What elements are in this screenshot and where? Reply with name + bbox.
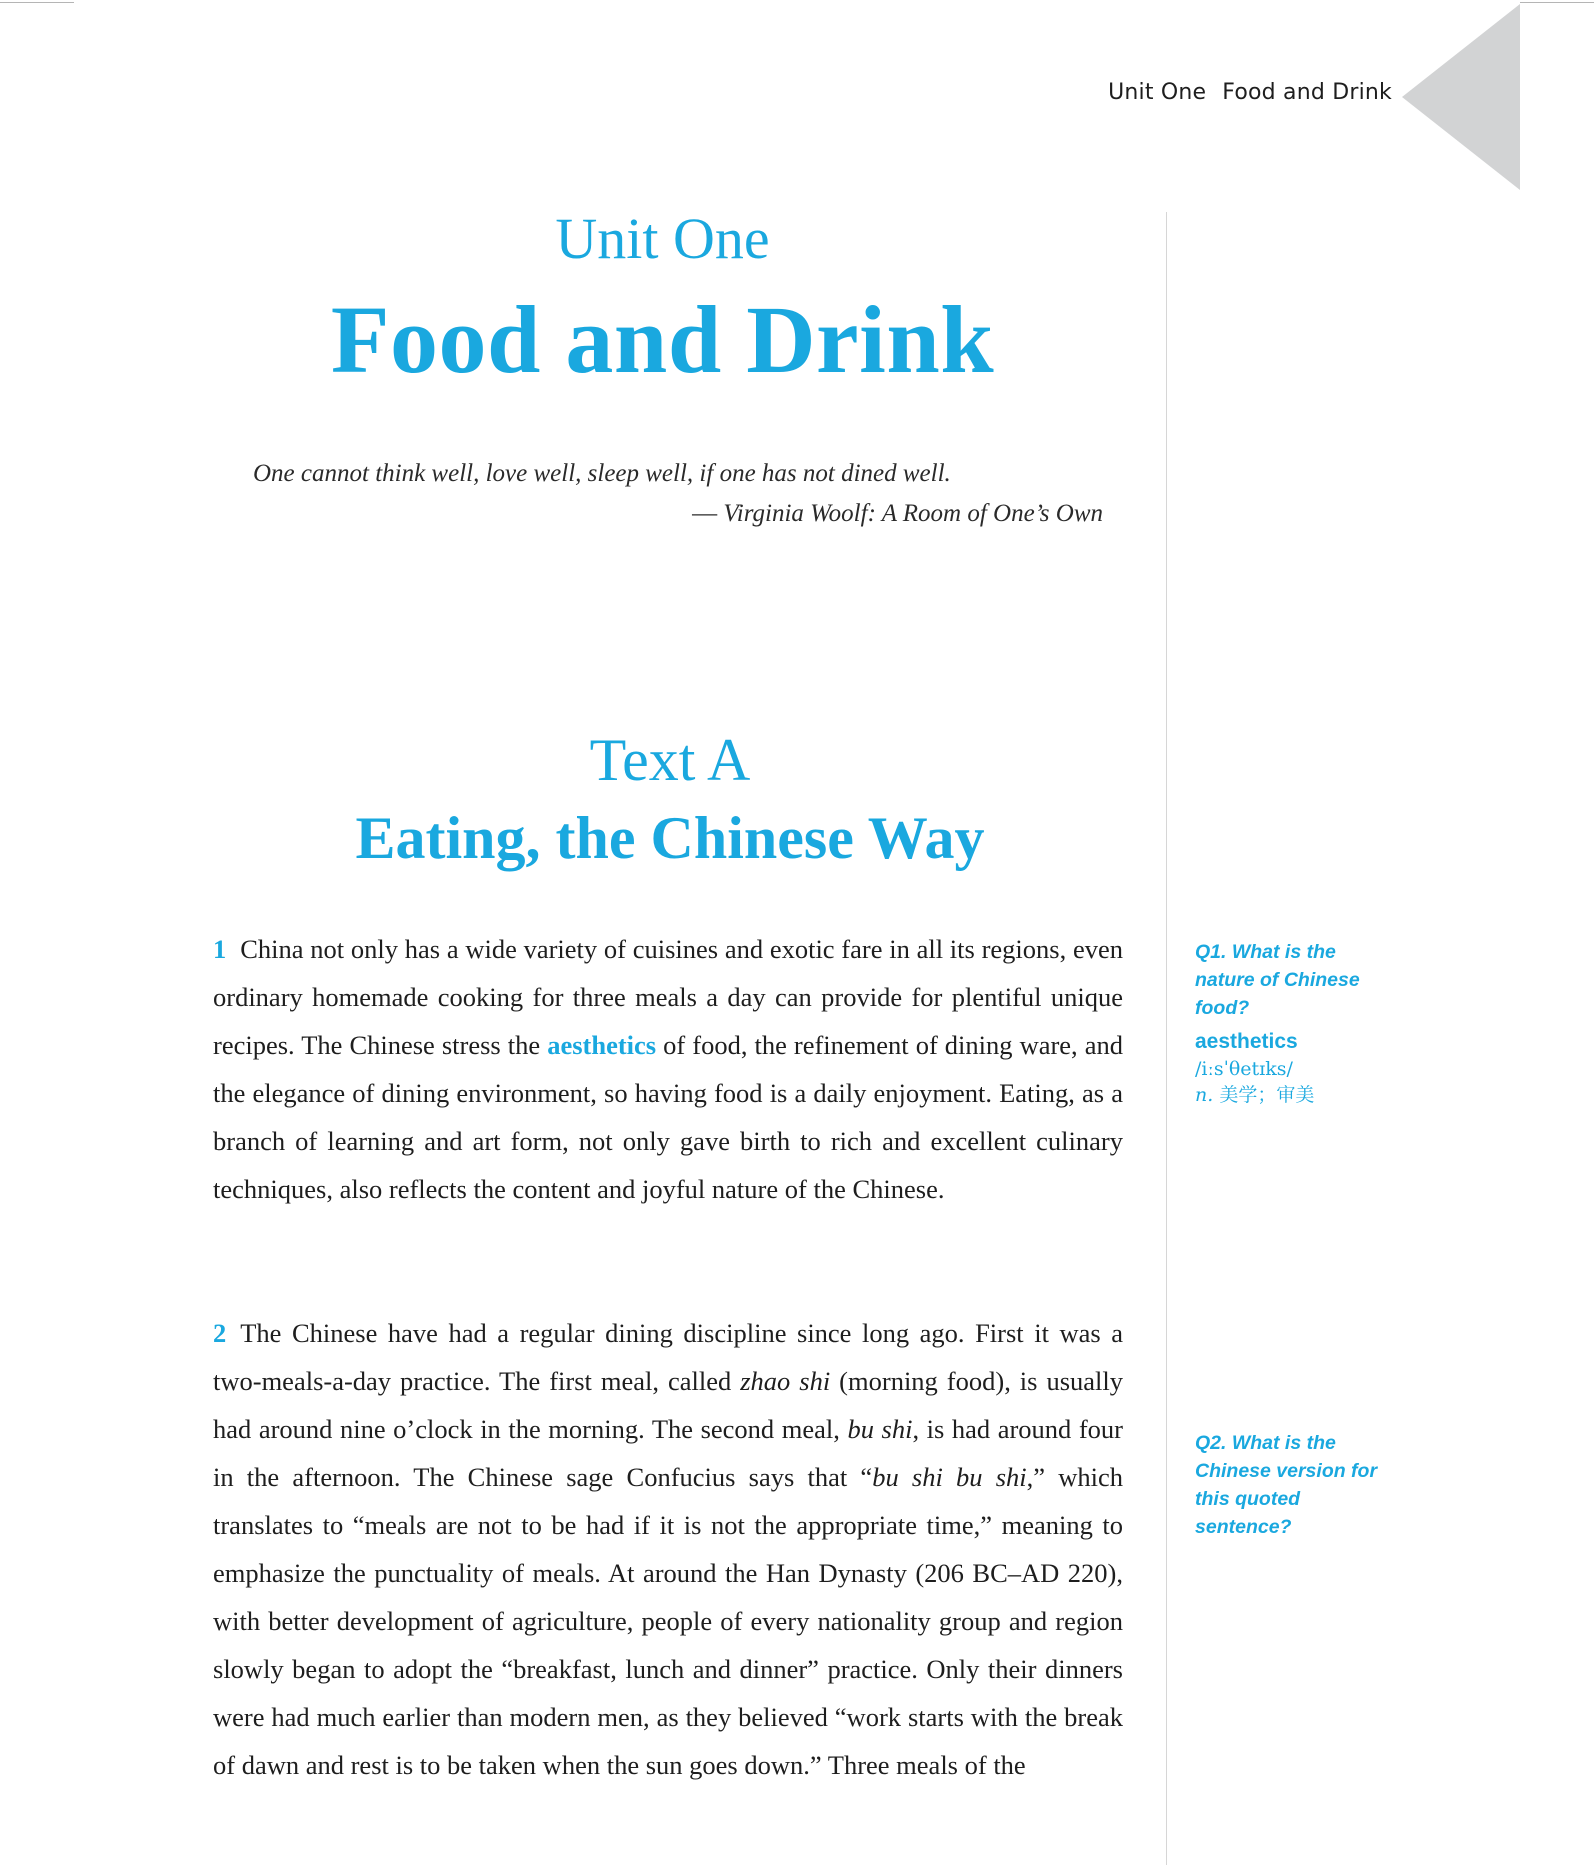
gloss-part-of-speech: n. <box>1195 1084 1214 1106</box>
gloss-definition-line <box>1195 1082 1405 1108</box>
crop-mark-left <box>0 2 74 3</box>
term-bu-shi-bu-shi: bu shi bu shi <box>872 1462 1027 1492</box>
text-label: Text A <box>589 727 751 793</box>
paragraph-1 <box>213 925 1123 1213</box>
gloss-pronunciation: /iːsˈθetɪks/ <box>1195 1058 1293 1080</box>
unit-label: Unit One <box>555 206 770 271</box>
margin-question-2: Q2. What is the Chinese version for this quoted sentence? <box>1195 1432 1378 1538</box>
crop-mark-right <box>1520 2 1594 3</box>
paragraph-1-text-a: China not only has a wide variety of cuisines and exotic fare in all its regions, even ordinary homemade cooking for three meals a day can provide for plentiful unique recipes. The Chinese stress the <box>213 934 1123 1060</box>
vocab-word-aesthetics[interactable]: aesthetics <box>547 1030 657 1060</box>
running-header-unit: Unit One <box>1108 80 1207 105</box>
running-header-title: Food and Drink <box>1222 80 1392 105</box>
epigraph <box>253 454 1103 534</box>
term-zhao-shi: zhao shi <box>740 1366 831 1396</box>
gloss-definition: 美学；审美 <box>1219 1084 1315 1106</box>
paragraph-number-1: 1 <box>213 934 227 964</box>
paragraph-2-text-a: The Chinese have had a regular dining discipline since long ago. First it was a two-meals-a-day practice. The first meal, called <box>213 1318 1123 1396</box>
epigraph-dash: — <box>692 500 718 527</box>
corner-tab-triangle <box>1402 4 1520 190</box>
paragraph-2-text-d: ,” which translates to “meals are not to be had if it is not the appropriate time,” meaning to emphasize the punctuality of meals. At around the Han Dynasty (206 BC–AD 220), with better development of agriculture, people of every nationality group and region slowly began to adopt the “breakfast, lunch and dinner” practice. Only their dinners were had much earlier than modern men, as they believed “work starts with the break of dawn and rest is to be taken when the sun goes down.” Three meals of the <box>213 1462 1124 1780</box>
paragraph-2-text-c: , is had around four in the afternoon. The Chinese sage Confucius says that “ <box>213 1414 1123 1492</box>
paragraph-2-text-b: (morning food), is usually had around nine o’clock in the morning. The second meal, <box>213 1366 1124 1444</box>
paragraph-1-text-b: of food, the refinement of dining ware, and the elegance of dining environment, so having food is a daily enjoyment. Eating, as a branch of learning and art form, not only gave birth to rich and excellent culinary techniques, also reflects the content and joyful nature of the Chinese. <box>213 1030 1123 1204</box>
gloss-aesthetics <box>1195 1028 1405 1108</box>
gloss-word: aesthetics <box>1195 1030 1298 1053</box>
margin-question-1: Q1. What is the nature of Chinese food? <box>1195 941 1360 1019</box>
text-title: Eating, the Chinese Way <box>355 805 985 871</box>
epigraph-quote: One cannot think well, love well, sleep well, if one has not dined well. <box>253 460 951 487</box>
term-bu-shi: bu shi <box>847 1414 913 1444</box>
epigraph-attribution: Virginia Woolf: A Room of One’s Own <box>723 500 1103 527</box>
paragraph-number-2: 2 <box>213 1318 227 1348</box>
margin-rule <box>1166 212 1167 1865</box>
paragraph-2 <box>213 1309 1123 1789</box>
unit-title: Food and Drink <box>330 286 995 393</box>
epigraph-attribution-line <box>253 494 1103 534</box>
running-header <box>1108 80 1392 105</box>
